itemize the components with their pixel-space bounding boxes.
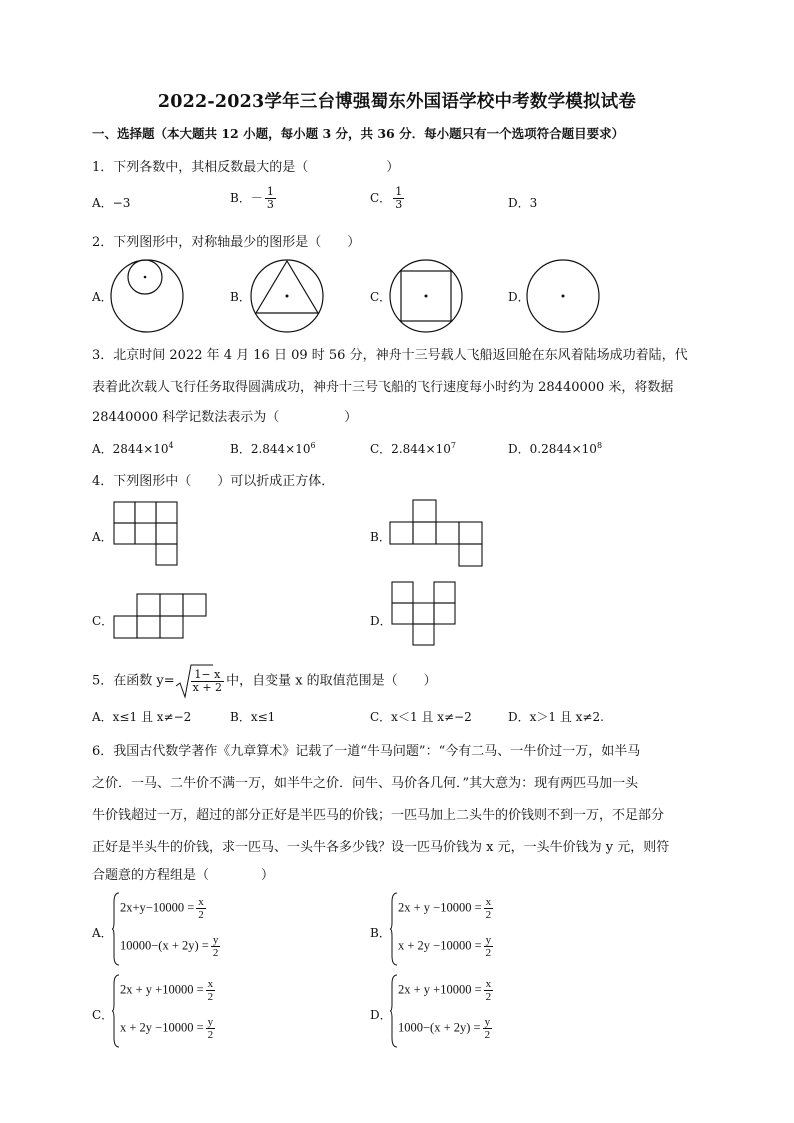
- brace: [390, 974, 398, 1048]
- q6-d-equation-1: 2x + y +10000 = $\frac{x}{2}$: [398, 978, 492, 1003]
- question-3-line-1: 3．北京时间 2022 年 4 月 16 日 09 时 56 分，神舟十三号载人飞船返回舱在东风着陆场成功着陆，代: [92, 348, 688, 363]
- q5-option-d: D．x＞1 且 x≠2.: [508, 710, 604, 724]
- q2-figure-a: [110, 259, 184, 333]
- q1-option-c: C． $\frac{1}{3}$: [370, 185, 403, 211]
- question-3-line-2: 表着此次载人飞行任务取得圆满成功，神舟十三号飞船的飞行速度每小时约为 28440000 米，将数据: [92, 380, 674, 395]
- q5-option-c: C．x＜1 且 x≠−2: [370, 710, 472, 724]
- q1-option-a: A．−3: [92, 196, 131, 210]
- question-6-line-3: 牛价钱超过一万，超过的部分正好是半匹马的价钱；一匹马加上二头牛的价钱则不到一万，不足部分: [92, 808, 665, 823]
- q4-option-a: A．: [92, 530, 113, 544]
- q6-d-equation-2: 1000−(x + 2y) = $\frac{y}{2}$: [398, 1016, 491, 1041]
- question-5-stem: 5．在函数 y= $\frac{1- x}{x + 2}$ 中，自变量 x 的取值范围是（ ）: [92, 664, 437, 698]
- brace: [112, 892, 120, 966]
- q6-option-b: B．: [370, 926, 391, 940]
- question-6-line-1: 6．我国古代数学著作《九章算术》记载了一道“牛马问题”：“今有二马、一牛价过一万，如半马: [92, 744, 641, 759]
- question-2-stem: 2．下列图形中，对称轴最少的图形是（ ）: [92, 235, 361, 250]
- q6-a-equation-1: 2x+y−10000 = $\frac{x}{2}$: [120, 896, 204, 921]
- q4-net-b: [390, 500, 482, 570]
- q4-net-a: [114, 502, 184, 572]
- q2-figure-d: [526, 259, 600, 333]
- radical-sign: [175, 664, 213, 698]
- q4-option-b: B．: [370, 530, 391, 544]
- page-title: 2022-2023学年三台博强蜀东外国语学校中考数学模拟试卷: [157, 92, 637, 112]
- question-4-stem: 4．下列图形中（ ）可以折成正方体．: [92, 474, 335, 489]
- q4-option-d: D．: [370, 614, 392, 628]
- brace: [112, 974, 120, 1048]
- q5-option-b: B．x≤1: [230, 710, 276, 724]
- q5-option-a: A．x≤1 且 x≠−2: [92, 710, 192, 724]
- q6-option-d: D．: [370, 1008, 392, 1022]
- question-6-line-4: 正好是半头牛的价钱，求一匹马、一头牛各多少钱？设一匹马价钱为 x 元，一头牛价钱为 y 元，则符: [92, 840, 670, 855]
- q1-option-d: D．3: [508, 196, 538, 210]
- q4-option-c: C．: [92, 614, 114, 628]
- q6-option-c: C．: [92, 1008, 114, 1022]
- q3-option-d: D．$0.2844\times 10^8$: [508, 441, 603, 456]
- q3-option-c: C．$2.844\times 10^7$: [370, 441, 456, 456]
- question-6-line-2: 之价．一马、二牛价不满一万，如半牛之价．问牛、马价各几何．”其大意为：现有两匹马加一头: [92, 776, 639, 791]
- q2-option-d: D．: [508, 290, 530, 304]
- q6-b-equation-2: x + 2y −10000 = $\frac{y}{2}$: [398, 934, 492, 959]
- q6-b-equation-1: 2x + y −10000 = $\frac{x}{2}$: [398, 896, 492, 921]
- question-1-stem: 1．下列各数中，其相反数最大的是（ ）: [92, 160, 400, 175]
- q4-net-d: [392, 582, 462, 652]
- q6-a-equation-2: 10000−(x + 2y) = $\frac{y}{2}$: [120, 934, 219, 959]
- fraction: $\frac{1}{3}$: [266, 185, 274, 211]
- q2-figure-c: [389, 259, 463, 333]
- section-heading: 一、选择题（本大题共 12 小题，每小题 3 分，共 36 分．每小题只有一个选项符合题目要求）: [92, 126, 625, 141]
- q2-option-b: B．: [230, 290, 251, 304]
- q3-option-a: A．$2844\times 10^4$: [92, 441, 174, 456]
- q6-c-equation-1: 2x + y +10000 = $\frac{x}{2}$: [120, 978, 214, 1003]
- brace: [390, 892, 398, 966]
- fraction: $\frac{1}{3}$: [395, 185, 403, 211]
- q2-option-c: C．: [370, 290, 392, 304]
- q1-option-b: B．－ $\frac{1}{3}$: [230, 185, 274, 211]
- q3-option-b: B．$2.844\times 10^6$: [230, 441, 316, 456]
- q2-figure-b: [250, 259, 324, 333]
- question-6-line-5: 合题意的方程组是（ ）: [92, 868, 275, 883]
- q6-c-equation-2: x + 2y −10000 = $\frac{y}{2}$: [120, 1016, 214, 1041]
- question-3-line-3: 28440000 科学记数法表示为（ ）: [92, 410, 358, 425]
- q6-option-a: A．: [92, 926, 113, 940]
- radicand-fraction: $\frac{1- x}{x + 2}$: [192, 667, 223, 694]
- q2-option-a: A．: [92, 290, 113, 304]
- q4-net-c: [114, 594, 206, 640]
